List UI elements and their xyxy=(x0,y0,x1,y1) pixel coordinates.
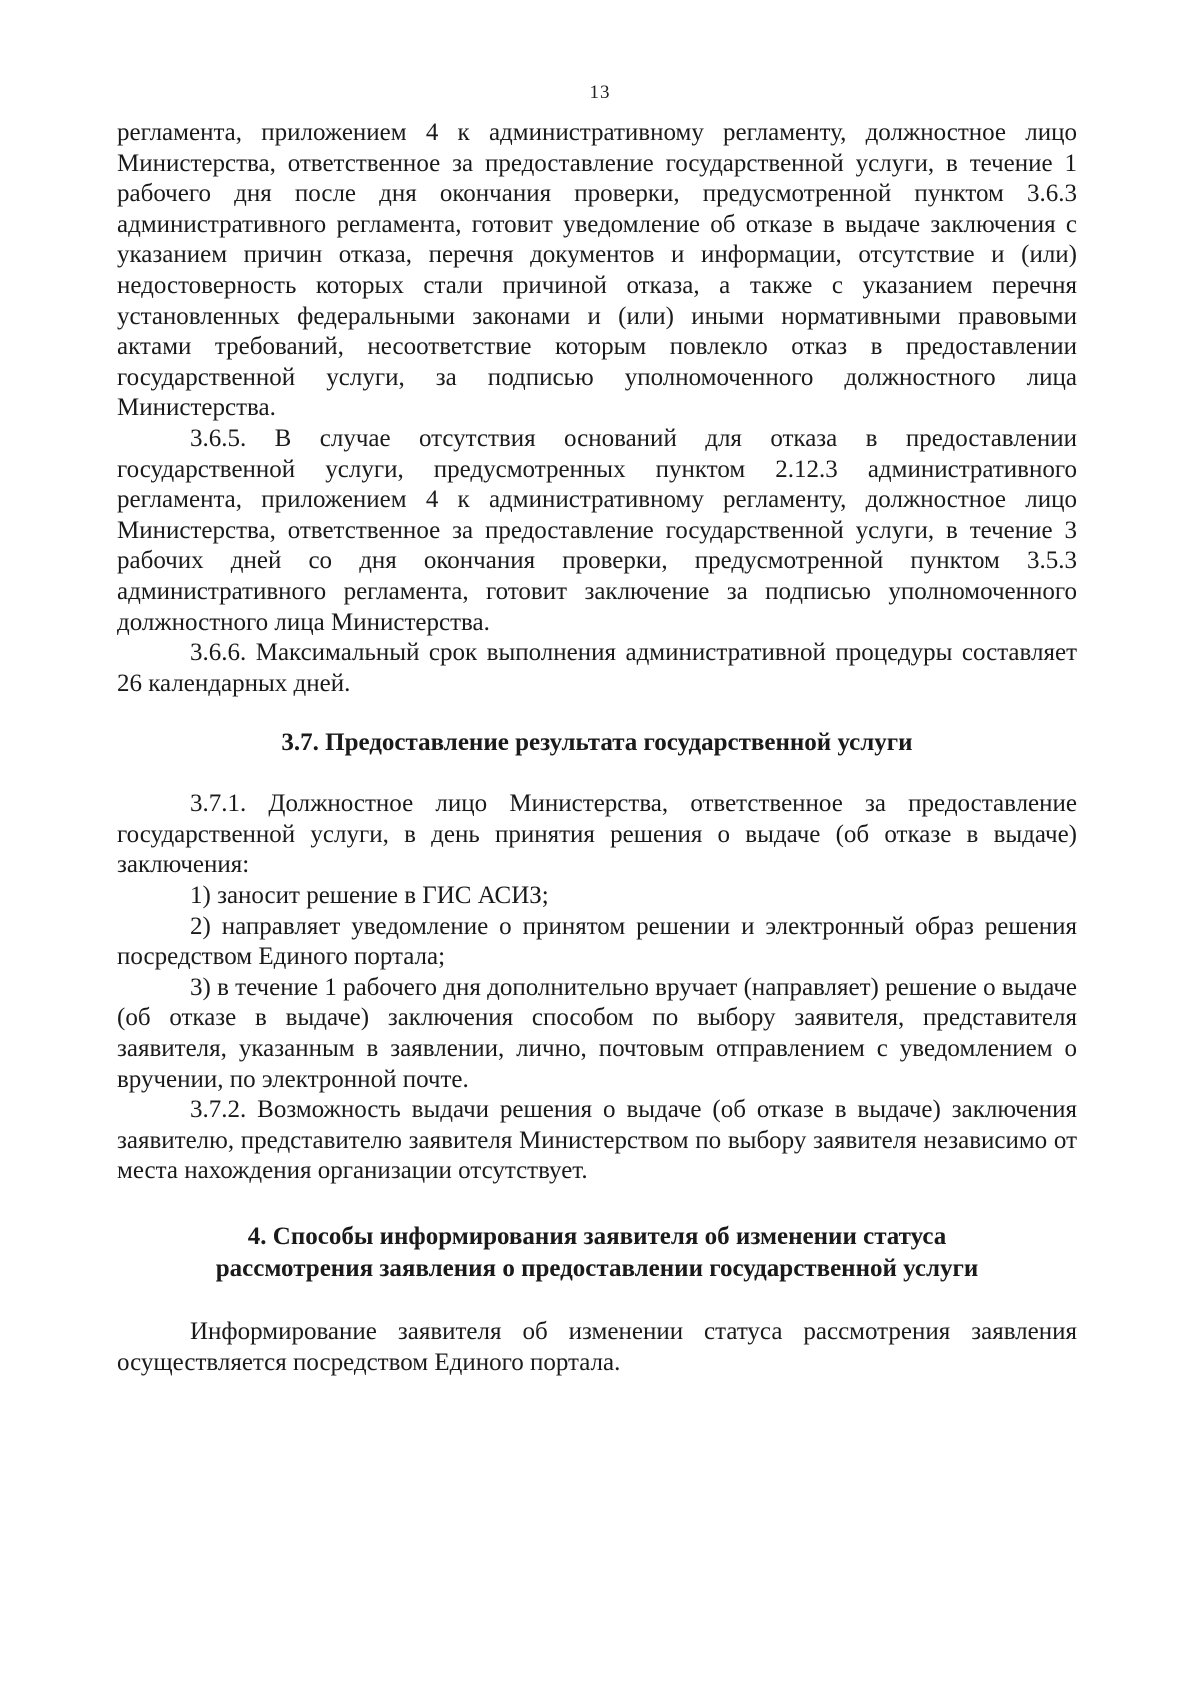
list-item-1: 1) заносит решение в ГИС АСИЗ; xyxy=(190,882,549,910)
document-body xyxy=(117,118,1077,1378)
paragraph-3-6-6: 3.6.6. Максимальный срок выполнения административной процедуры составляет 26 календарных дней. xyxy=(117,639,1077,697)
paragraph-section-4: Информирование заявителя об изменении статуса рассмотрения заявления осуществляется посредством Единого портала. xyxy=(117,1318,1077,1376)
section-3-7-heading: 3.7. Предоставление результата государственной услуги xyxy=(281,729,913,757)
spacer xyxy=(117,1187,1077,1221)
spacer xyxy=(117,1285,1077,1317)
list-item-2: 2) направляет уведомление о принятом решении и электронный образ решения посредством Единого портала; xyxy=(117,912,1077,971)
paragraph-3-6-5: 3.6.5. В случае отсутствия оснований для отказа в предоставлении государственной услуги, предусмотренных пунктом 2.12.3 административного регламента, приложением 4 к административному регламенту, должностное лицо Министерства, ответственное за предоставление государственной услуги, в течение 3 рабочих дней со дня окончания проверки, предусмотренной пунктом 3.5.3 административного регламента, готовит заключение за подписью уполномоченного должностного лица Министерства. xyxy=(117,424,1077,636)
list-item-3: 3) в течение 1 рабочего дня дополнительно вручает (направляет) решение о выдаче (об отказе в выдаче) заключения способом по выбору заявителя, представителя заявителя, указанным в заявлении, лично, почтовым отправлением с уведомлением о вручении, по электронной почте. xyxy=(117,973,1077,1093)
paragraph-3-6-4-continuation: регламента, приложением 4 к административному регламенту, должностное лицо Министерства, ответственное за предоставление государственной услуги, в течение 1 рабочего дня после дня окончания проверки, предусмотренной пунктом 3.6.3 административного регламента, готовит уведомление об отказе в выдаче заключения с указанием причин отказа, перечня документов и информации, отсутствие и (или) недостоверность которых стали причиной отказа, а также с указанием перечня установленных федеральными законами и (или) иными нормативными правовыми актами требований, несоответствие которым повлекло отказ в предоставлении государственной услуги, за подписью уполномоченного должностного лица Министерства. xyxy=(117,119,1077,422)
section-4-heading xyxy=(117,1221,1077,1285)
page-number: 13 xyxy=(589,82,611,103)
paragraph-3-7-1: 3.7.1. Должностное лицо Министерства, ответственное за предоставление государственной услуги, в день принятия решения о выдаче (об отказе в выдаче) заключения: xyxy=(117,790,1077,879)
section-4-heading-line-2: рассмотрения заявления о предоставлении государственной услуги xyxy=(215,1255,979,1282)
spacer xyxy=(117,759,1077,789)
section-4-heading-line-1: 4. Способы информирования заявителя об изменении статуса xyxy=(247,1223,947,1250)
spacer xyxy=(117,699,1077,727)
paragraph-3-7-2: 3.7.2. Возможность выдачи решения о выдаче (об отказе в выдаче) заключения заявителю, представителю заявителя Министерством по выбору заявителя независимо от места нахождения организации отсутствует. xyxy=(117,1096,1077,1185)
